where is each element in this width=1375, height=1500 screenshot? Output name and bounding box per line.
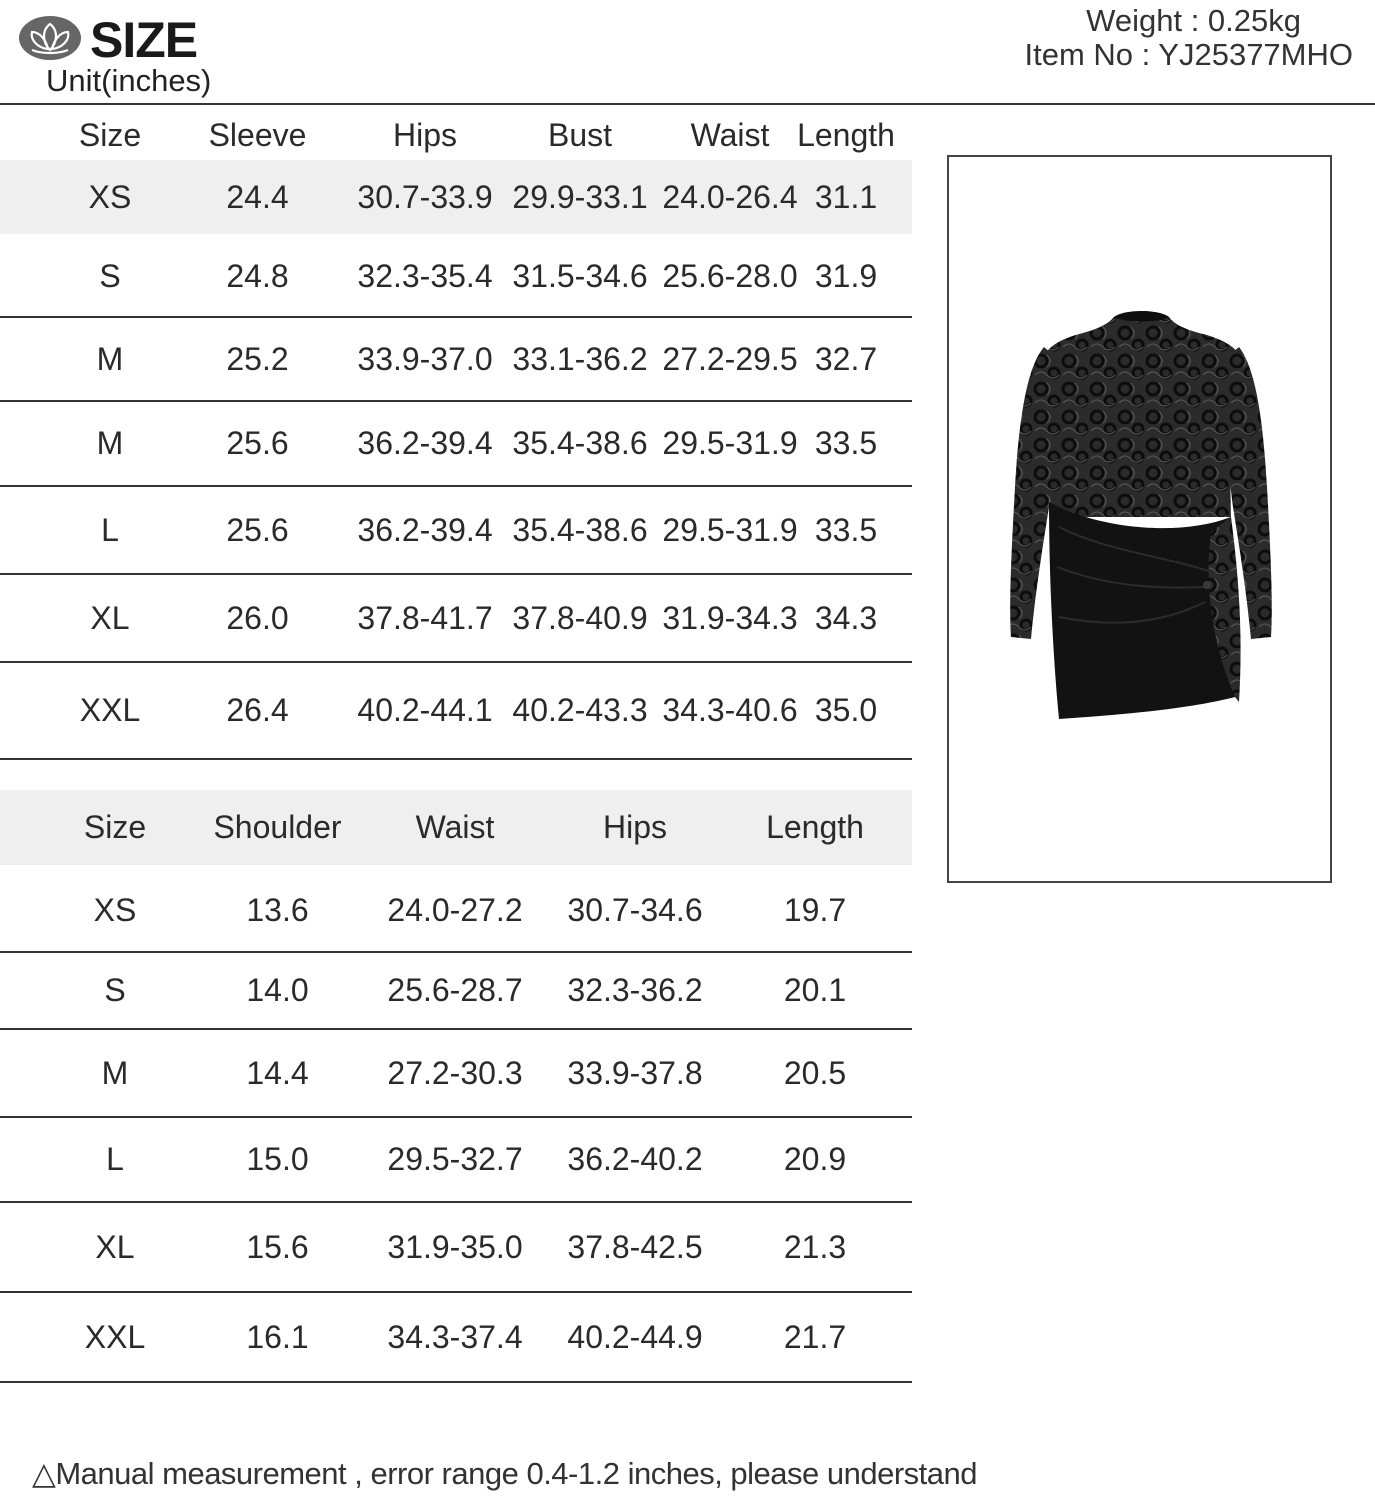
table-cell: 25.6 — [226, 425, 289, 461]
table-cell: 20.1 — [783, 972, 847, 1008]
table-cell: 27.2-29.5 — [662, 341, 798, 377]
table-cell: 31.5-34.6 — [512, 257, 648, 294]
table-cell: XL — [95, 1229, 135, 1265]
table-cell: 36.2-39.4 — [357, 511, 493, 548]
table-row — [0, 575, 912, 662]
table-cell: XXL — [79, 692, 141, 728]
table-cell: S — [104, 972, 126, 1008]
table-cell: 20.9 — [783, 1141, 847, 1177]
table-cell: 33.9-37.0 — [357, 341, 493, 377]
table-cell: 25.6 — [226, 511, 289, 548]
table-cell: Bust — [547, 116, 613, 153]
table-row — [0, 663, 912, 758]
table-cell: 25.2 — [226, 341, 289, 377]
table-row — [0, 318, 912, 401]
table-cell: 29.5-31.9 — [662, 425, 798, 461]
table-cell: 14.0 — [246, 972, 309, 1008]
table-cell: 31.1 — [814, 178, 878, 215]
measurement-note: △Manual measurement , error range 0.4-1.2 inches, please understand — [32, 1456, 977, 1491]
table-cell: 27.2-30.3 — [387, 1055, 523, 1091]
table-row — [0, 1293, 912, 1381]
row-divider — [0, 1201, 912, 1203]
table-cell: 37.8-42.5 — [567, 1229, 703, 1265]
table-cell: 31.9-35.0 — [387, 1229, 523, 1265]
table-cell: 31.9 — [814, 257, 878, 294]
table-cell: 29.5-31.9 — [662, 511, 798, 548]
table-cell: 36.2-40.2 — [567, 1141, 703, 1177]
table-row — [0, 1030, 912, 1117]
table-cell: 32.3-36.2 — [567, 972, 703, 1008]
table-cell: L — [106, 1141, 124, 1177]
table-cell: 29.9-33.1 — [512, 178, 648, 215]
product-photo-frame — [947, 155, 1332, 883]
table-cell: 34.3-40.6 — [662, 692, 798, 728]
table-header-row — [0, 790, 912, 865]
table-row — [0, 402, 912, 485]
table-cell: XL — [90, 600, 130, 636]
table-cell: 24.8 — [226, 257, 289, 294]
table-cell: 33.1-36.2 — [512, 341, 648, 377]
table-cell: M — [101, 1055, 129, 1091]
table-header-row — [0, 108, 912, 162]
table-cell: 20.5 — [783, 1055, 847, 1091]
table-cell: Waist — [690, 116, 770, 153]
row-divider — [0, 1381, 912, 1383]
table-cell: Hips — [392, 116, 457, 153]
table-cell: 32.3-35.4 — [357, 257, 493, 294]
weight-label: Weight : 0.25kg — [1086, 3, 1301, 38]
table-cell: Size — [78, 116, 142, 153]
table-cell: 40.2-43.3 — [512, 692, 648, 728]
product-meta — [1024, 4, 1353, 72]
row-divider — [0, 661, 912, 663]
table-cell: Sleeve — [208, 116, 307, 153]
lace-dress-image — [949, 157, 1330, 881]
table-row — [0, 870, 912, 950]
table-cell: 37.8-41.7 — [357, 600, 493, 636]
table-row — [0, 160, 912, 234]
table-cell: 14.4 — [246, 1055, 309, 1091]
table-cell: Shoulder — [213, 809, 342, 845]
row-divider — [0, 400, 912, 402]
table-cell: 30.7-33.9 — [357, 178, 493, 215]
table-cell: 33.9-37.8 — [567, 1055, 703, 1091]
row-divider — [0, 1028, 912, 1030]
table-cell: 21.7 — [783, 1318, 847, 1355]
row-divider — [0, 758, 912, 760]
table-cell: 24.0-26.4 — [662, 178, 798, 215]
table-cell: 32.7 — [814, 341, 878, 377]
table-cell: 40.2-44.1 — [357, 692, 493, 728]
table-cell: 25.6-28.7 — [387, 972, 523, 1008]
table-cell: M — [96, 425, 124, 461]
table-cell: Hips — [602, 809, 667, 845]
table-row — [0, 236, 912, 316]
table-row — [0, 953, 912, 1028]
table-cell: 35.4-38.6 — [512, 425, 648, 461]
table-cell: 35.4-38.6 — [512, 511, 648, 548]
table-cell: 24.4 — [226, 178, 289, 215]
table-cell: 34.3-37.4 — [387, 1318, 523, 1355]
row-divider — [0, 485, 912, 487]
item-number-label: Item No : YJ25377MHO — [1024, 37, 1353, 72]
table-cell: 33.5 — [814, 511, 878, 548]
table-cell: M — [96, 341, 124, 377]
table-cell: 19.7 — [783, 891, 847, 928]
table-cell: 15.6 — [246, 1229, 309, 1265]
table-cell: 16.1 — [246, 1318, 309, 1355]
table-cell: XS — [88, 178, 132, 215]
table-row — [0, 1203, 912, 1292]
table-cell: XS — [93, 891, 137, 928]
row-divider — [0, 573, 912, 575]
row-divider — [0, 951, 912, 953]
table-cell: 26.0 — [226, 600, 289, 636]
table-row — [0, 487, 912, 573]
row-divider — [0, 1291, 912, 1293]
table-cell: S — [99, 257, 121, 294]
table-cell: 15.0 — [246, 1141, 309, 1177]
table-cell: 35.0 — [814, 692, 878, 728]
table-cell: 37.8-40.9 — [512, 600, 648, 636]
size-title: SIZE — [90, 12, 198, 68]
table-cell: 34.3 — [814, 600, 878, 636]
table-row — [0, 1118, 912, 1201]
table-cell: 13.6 — [246, 891, 309, 928]
row-divider — [0, 1116, 912, 1118]
header-divider — [0, 103, 1375, 105]
table-cell: L — [101, 511, 119, 548]
table-cell: 24.0-27.2 — [387, 891, 523, 928]
table-cell: 30.7-34.6 — [567, 891, 703, 928]
table-cell: 21.3 — [783, 1229, 847, 1265]
table-cell: 29.5-32.7 — [387, 1141, 523, 1177]
table-cell: 31.9-34.3 — [662, 600, 798, 636]
table-cell: Waist — [415, 809, 495, 845]
table-cell: 36.2-39.4 — [357, 425, 493, 461]
table-cell: Length — [766, 809, 864, 845]
lotus-logo-icon — [18, 14, 82, 62]
table-cell: 26.4 — [226, 692, 289, 728]
row-divider — [0, 316, 912, 318]
table-cell: 25.6-28.0 — [662, 257, 798, 294]
table-cell: 40.2-44.9 — [567, 1318, 703, 1355]
unit-label: Unit(inches) — [46, 63, 212, 98]
table-cell: XXL — [84, 1318, 146, 1355]
table-cell: Size — [83, 809, 147, 845]
table-cell: Length — [797, 116, 895, 153]
table-cell: 33.5 — [814, 425, 878, 461]
